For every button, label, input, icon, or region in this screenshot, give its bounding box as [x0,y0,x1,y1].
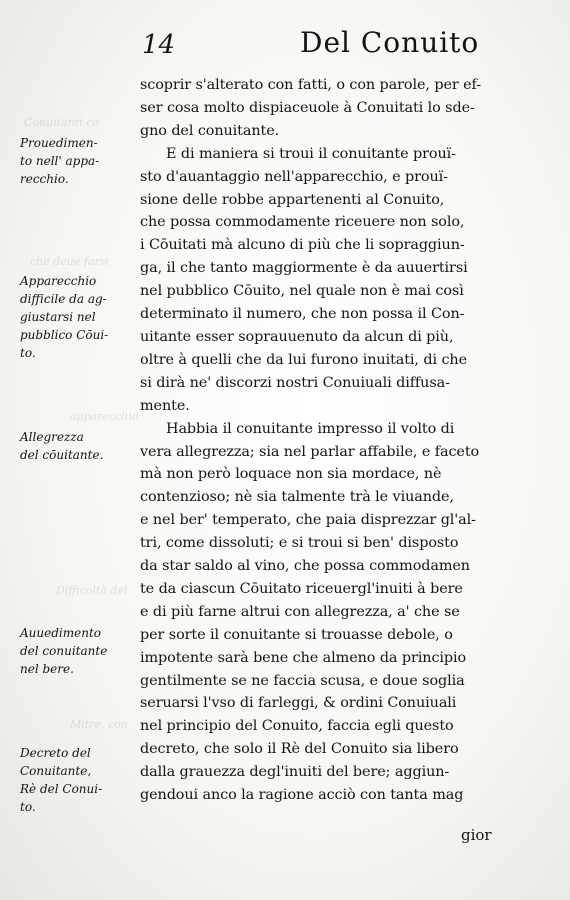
text-line: nel principio del Conuito, faccia egli questo [140,718,454,735]
text-line: determinato il numero, che non possa il Con- [140,306,465,323]
margin-note: Decreto del Conuitante, Rè del Conui- to. [20,746,103,814]
text-line: mente. [140,397,190,414]
text-line: sione delle robbe appartenenti al Conuito, [140,191,445,208]
text-line: gendoui anco la ragione acciò con tanta mag [140,787,464,804]
margin-note: Allegrezza del cōuitante. [20,430,104,462]
text-line: e di più farne altrui con allegrezza, a' che se [140,603,460,620]
bleed-through-text: Difficoltà del [56,584,128,597]
text-line: seruarsi l'vso di farleggi, & ordini Conuiuali [140,695,457,712]
page-number: 14 [142,30,176,60]
text-line: sto d'auantaggio nell'apparecchio, e prouï- [140,168,448,185]
text-line: impotente sarà bene che almeno da principio [140,649,467,666]
text-line: per sorte il conuitante si trouasse debole, o [140,626,453,643]
bleed-through-text: che deue farsi [30,255,109,268]
text-line: ser cosa molto dispiaceuole à Conuitati lo sde- [140,99,475,116]
text-line: oltre à quelli che da lui furono inuitati, di che [140,351,467,368]
text-line: contenzioso; nè sia talmente trà le viuande, [140,489,454,506]
text-line: E di maniera si troui il conuitante prouï- [166,145,456,162]
catchword: gior [461,826,492,844]
text-line: e nel ber' temperato, che paia disprezzar gl'al- [140,512,476,529]
text-line: i Cōuitati mà alcuno di più che li sopraggiun- [140,237,465,254]
text-line: gno del conuitante. [140,122,280,139]
text-line: ga, il che tanto maggiormente è da auuertirsi [140,260,468,277]
text-line: dalla grauezza degl'inuiti del bere; aggiun- [140,764,450,781]
text-line: nel pubblico Cōuito, nel quale non è mai così [140,283,464,300]
page-header [120,22,540,62]
text-line: tri, come dissoluti; e si troui si ben' disposto [140,535,459,552]
text-line: decreto, che solo il Rè del Conuito sia libero [140,741,459,758]
text-line: vera allegrezza; sia nel parlar affabile, e faceto [140,443,480,460]
margin-notes [20,110,138,850]
margin-note: Apparecchio difficile da ag- giustarsi nel pubblico Cōui- to. [20,274,109,360]
body-text [140,74,538,807]
margin-note: Auuedimento del conuitante nel bere. [20,626,108,676]
bleed-through-text: apparecchio [70,410,139,423]
bleed-through-text: Conuitanti co [24,116,100,129]
running-title: Del Conuito [300,26,480,59]
bleed-through-text: Mitre, con [70,718,128,731]
margin-note: Prouedimen- to nell' appa- recchio. [20,136,100,186]
text-line: gentilmente se ne faccia scusa, e doue soglia [140,672,465,689]
text-line: Habbia il conuitante impresso il volto di [166,420,455,437]
text-line: che possa commodamente riceuere non solo, [140,214,465,231]
text-line: scoprir s'alterato con fatti, o con parole, per ef- [140,77,482,93]
text-line: si dirà ne' discorzi nostri Conuiuali diffusa- [140,374,450,391]
text-line: uitante esser soprauuenuto da alcun di più, [140,328,454,345]
text-line: da star saldo al vino, che possa commodamen [140,558,470,575]
text-line: te da ciascun Cōuitato riceuergl'inuiti à bere [140,580,463,597]
text-line: mà non però loquace non sia mordace, nè [140,466,442,483]
